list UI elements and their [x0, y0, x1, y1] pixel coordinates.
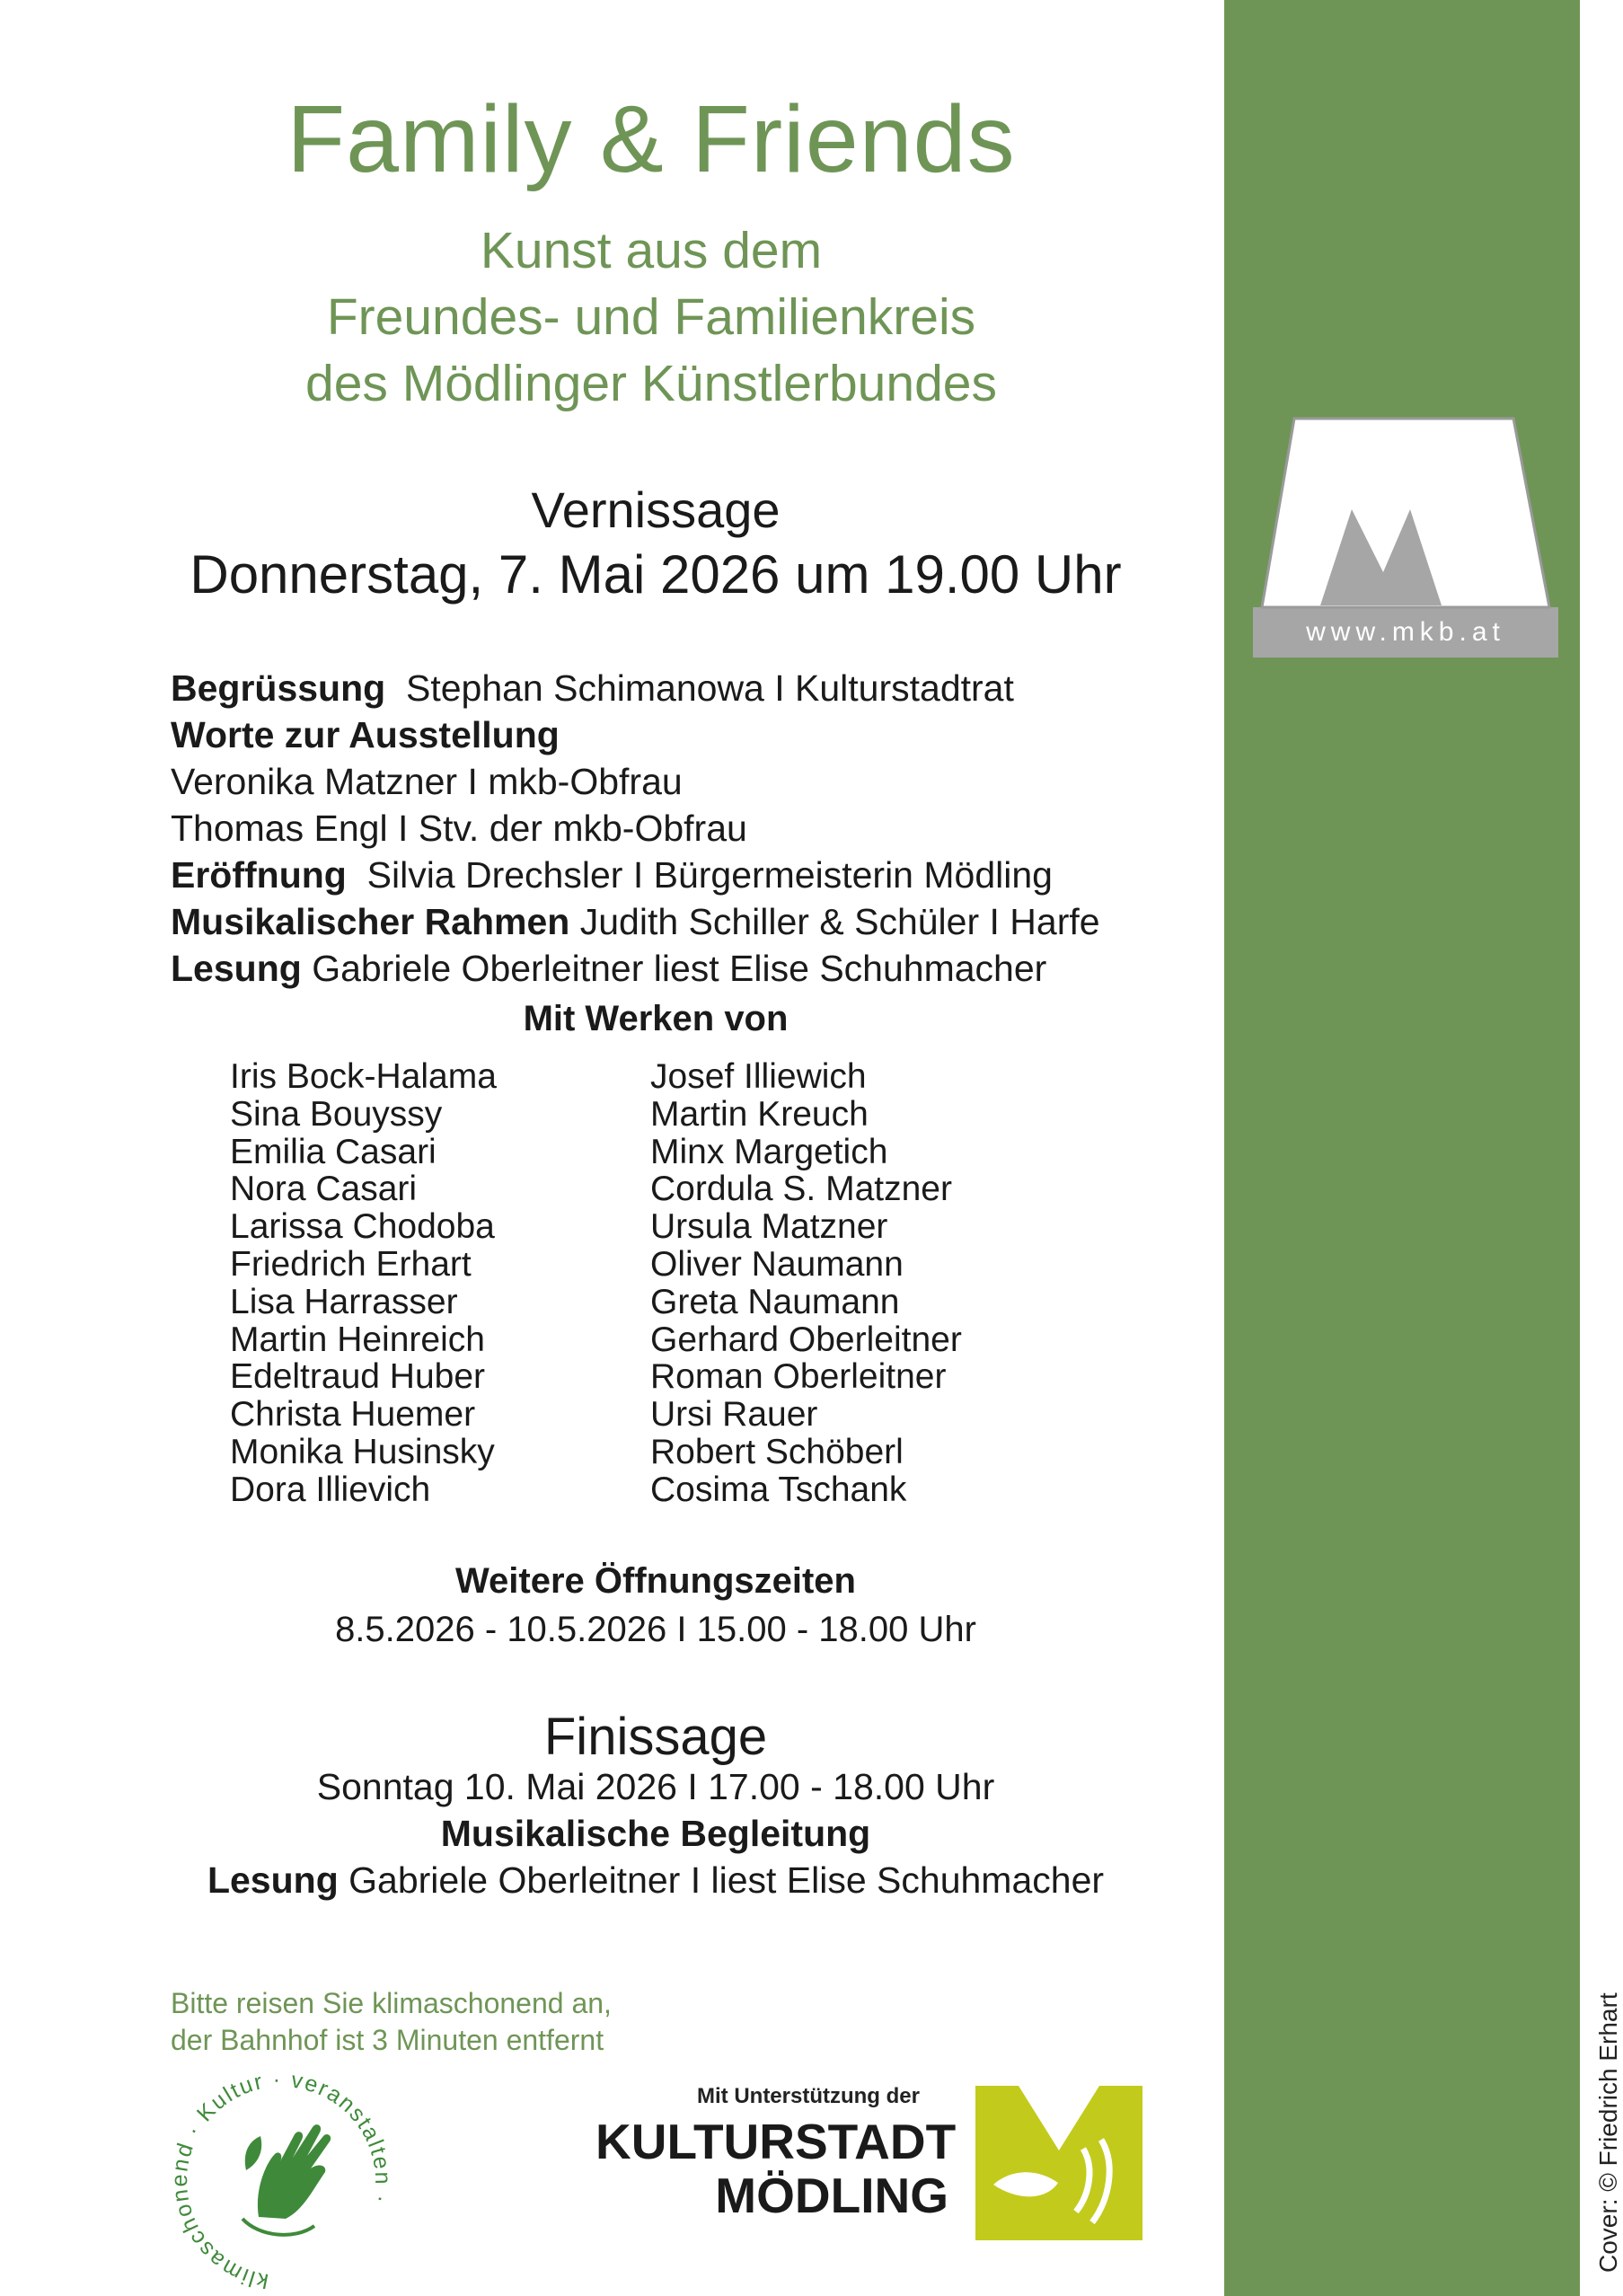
artist-name: Martin Kreuch: [650, 1094, 869, 1134]
artist-name: Minx Margetich: [650, 1132, 888, 1171]
program-line: [171, 945, 1100, 992]
artist-name: Sina Bouyssy: [230, 1094, 443, 1134]
subtitle-line: Kunst aus dem: [480, 222, 823, 279]
artist-name: Dora Illievich: [230, 1470, 431, 1509]
program-line: [171, 852, 1100, 898]
program-line: [171, 665, 1100, 711]
artist-name: Nora Casari: [230, 1170, 418, 1209]
artist-name: Josef Illiewich: [650, 1057, 867, 1096]
artist-name: Ursula Matzner: [650, 1207, 888, 1247]
lime-m-shape: [975, 2086, 1142, 2240]
finissage-reading-text: Gabriele Oberleitner I liest Elise Schuhmacher: [338, 1859, 1105, 1901]
program-list: [171, 665, 1100, 992]
artist-name: Larissa Chodoba: [230, 1207, 495, 1247]
program-text: Silvia Drechsler I Bürgermeisterin Mödling: [346, 854, 1053, 896]
program-text: Thomas Engl I Stv. der mkb-Obfrau: [171, 808, 747, 849]
finissage-date: Sonntag 10. Mai 2026 I 17.00 - 18.00 Uhr: [316, 1766, 995, 1807]
kulturstadt-wordmark: [595, 2114, 957, 2223]
cover-credit: Cover: © Friedrich Erhart: [1594, 1992, 1622, 2273]
program-line: [171, 711, 1100, 758]
finissage-heading: Finissage: [543, 1708, 768, 1766]
hand-icon: [258, 2124, 331, 2219]
subtitle: [0, 217, 1302, 417]
climate-note: [171, 1985, 612, 2059]
subtitle-line: Freundes- und Familienkreis: [326, 288, 976, 346]
artist-name: Iris Bock-Halama: [230, 1057, 497, 1096]
artist-name: Lisa Harrasser: [230, 1282, 458, 1321]
kulturstadt-line: KULTURSTADT: [595, 2114, 957, 2169]
program-text: Gabriele Oberleitner liest Elise Schuhmacher: [301, 948, 1047, 989]
artists-column-1: [230, 1058, 497, 1509]
subtitle-line: des Mödlinger Künstlerbundes: [305, 355, 997, 412]
artist-name: Christa Huemer: [230, 1395, 476, 1435]
artist-name: Cosima Tschank: [650, 1470, 907, 1509]
kulturstadt-m-logo: [975, 2086, 1142, 2240]
climate-line: Bitte reisen Sie klimaschonend an,: [171, 1987, 612, 2019]
klimaschonend-logo: [160, 2064, 402, 2289]
artists-column-2: [650, 1058, 962, 1509]
program-text: Veronika Matzner I mkb-Obfrau: [171, 761, 683, 802]
climate-line: der Bahnhof ist 3 Minuten entfernt: [171, 2024, 604, 2056]
artist-name: Monika Husinsky: [230, 1432, 495, 1471]
program-line: [171, 758, 1100, 805]
artist-name: Cordula S. Matzner: [650, 1170, 952, 1209]
finissage-reading: [0, 1859, 1311, 1902]
program-text: Stephan Schimanowa I Kulturstadtrat: [385, 667, 1014, 709]
program-label: Begrüssung: [171, 667, 386, 709]
artist-name: Martin Heinreich: [230, 1320, 485, 1359]
page-title: Family & Friends: [287, 86, 1016, 192]
vernissage-date: Donnerstag, 7. Mai 2026 um 19.00 Uhr: [190, 544, 1122, 605]
hand-curve-icon: [243, 2219, 314, 2235]
artists-heading: Mit Werken von: [523, 999, 789, 1038]
program-label: Musikalischer Rahmen: [171, 901, 570, 942]
klimaschonend-ring-text: klimaschonend · Kultur · veranstalten ·: [166, 2066, 396, 2289]
artist-name: Emilia Casari: [230, 1132, 437, 1171]
program-label: Worte zur Ausstellung: [171, 714, 560, 755]
finissage-reading-label: Lesung: [207, 1859, 339, 1901]
artist-name: Gerhard Oberleitner: [650, 1320, 962, 1359]
opening-hours-heading: Weitere Öffnungszeiten: [455, 1561, 856, 1601]
vernissage-heading: Vernissage: [531, 481, 781, 538]
artist-name: Oliver Naumann: [650, 1244, 904, 1284]
support-label: Mit Unterstützung der: [697, 2084, 920, 2108]
artist-name: Ursi Rauer: [650, 1395, 818, 1435]
opening-hours-dates: 8.5.2026 - 10.5.2026 I 15.00 - 18.00 Uhr: [335, 1610, 976, 1649]
artist-name: Friedrich Erhart: [230, 1244, 472, 1284]
program-label: Lesung: [171, 948, 302, 989]
leaf-icon: [245, 2136, 261, 2170]
logo-url: www.mkb.at: [1306, 617, 1505, 647]
artist-name: Greta Naumann: [650, 1282, 900, 1321]
finissage-music: Musikalische Begleitung: [440, 1813, 871, 1854]
kulturstadt-line: MÖDLING: [715, 2168, 948, 2223]
program-text: Judith Schiller & Schüler I Harfe: [569, 901, 1100, 942]
artist-name: Roman Oberleitner: [650, 1357, 947, 1397]
program-line: [171, 805, 1100, 852]
program-line: [171, 898, 1100, 945]
artist-name: Edeltraud Huber: [230, 1357, 486, 1397]
program-label: Eröffnung: [171, 854, 347, 896]
artist-name: Robert Schöberl: [650, 1432, 904, 1471]
